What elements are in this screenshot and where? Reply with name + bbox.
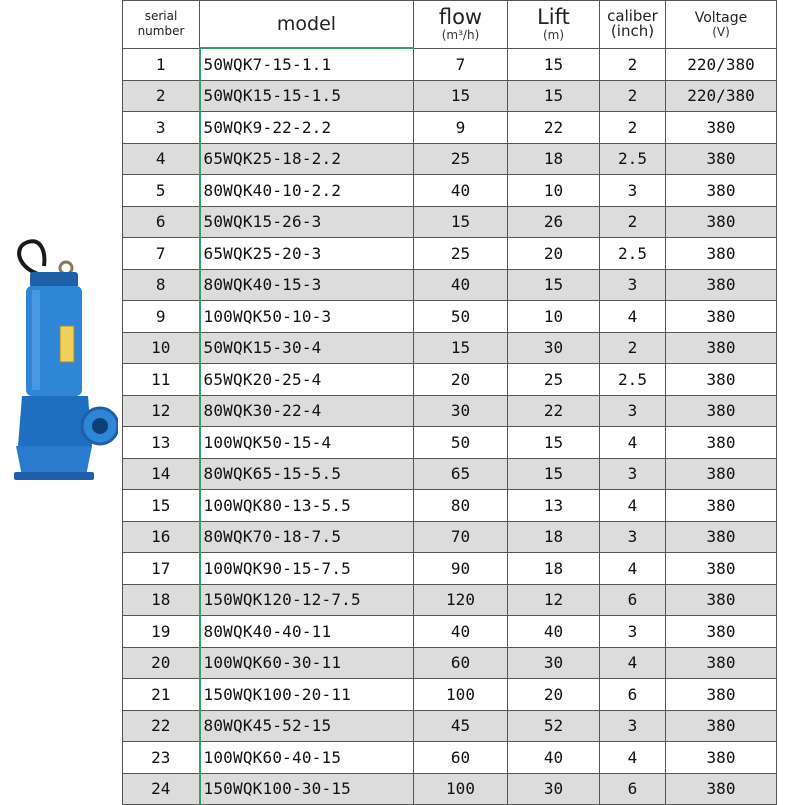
cell-lift: 18 (508, 143, 600, 175)
pump-nameplate (60, 326, 74, 362)
submersible-pump-image (8, 236, 118, 486)
cell-voltage: 380 (666, 679, 777, 711)
header-flow: flow (m³/h) (414, 1, 508, 49)
cell-voltage: 380 (666, 332, 777, 364)
cell-flow: 20 (414, 364, 508, 396)
cell-flow: 90 (414, 553, 508, 585)
cell-serial-number: 2 (123, 80, 200, 112)
table-row (123, 679, 777, 711)
cell-voltage: 380 (666, 647, 777, 679)
cell-caliber: 6 (600, 584, 666, 616)
cell-serial-number: 7 (123, 238, 200, 270)
cell-caliber: 6 (600, 679, 666, 711)
cell-model: 100WQK50-15-4 (200, 427, 414, 459)
pump-top-cap (30, 272, 78, 288)
cell-serial-number: 6 (123, 206, 200, 238)
cell-voltage: 380 (666, 490, 777, 522)
cell-serial-number: 9 (123, 301, 200, 333)
table-row (123, 427, 777, 459)
header-voltage: Voltage (V) (666, 1, 777, 49)
cell-flow: 50 (414, 427, 508, 459)
cell-serial-number: 14 (123, 458, 200, 490)
cell-caliber: 3 (600, 458, 666, 490)
cell-voltage: 380 (666, 553, 777, 585)
cell-caliber: 3 (600, 395, 666, 427)
cell-lift: 18 (508, 521, 600, 553)
cell-voltage: 380 (666, 395, 777, 427)
cell-caliber: 2 (600, 112, 666, 144)
pump-volute (18, 396, 92, 446)
header-serial-number: serial number (123, 1, 200, 49)
header-lift: Lift (m) (508, 1, 600, 49)
cell-lift: 30 (508, 647, 600, 679)
cell-serial-number: 19 (123, 616, 200, 648)
cell-caliber: 3 (600, 521, 666, 553)
cell-voltage: 380 (666, 742, 777, 774)
cell-voltage: 380 (666, 112, 777, 144)
cell-flow: 40 (414, 616, 508, 648)
cell-lift: 30 (508, 332, 600, 364)
cell-lift: 20 (508, 238, 600, 270)
table-row (123, 301, 777, 333)
table-row (123, 238, 777, 270)
cell-voltage: 380 (666, 143, 777, 175)
cell-lift: 40 (508, 616, 600, 648)
cell-lift: 15 (508, 48, 600, 80)
cell-model: 100WQK60-40-15 (200, 742, 414, 774)
header-caliber: caliber (inch) (600, 1, 666, 49)
pump-cable (19, 241, 44, 274)
pump-spec-table (122, 0, 777, 805)
cell-flow: 80 (414, 490, 508, 522)
table-row (123, 490, 777, 522)
cell-serial-number: 18 (123, 584, 200, 616)
cell-model: 80WQK45-52-15 (200, 710, 414, 742)
table-row (123, 742, 777, 774)
cell-serial-number: 10 (123, 332, 200, 364)
cell-flow: 65 (414, 458, 508, 490)
cell-caliber: 2 (600, 80, 666, 112)
table-row (123, 553, 777, 585)
cell-model: 50WQK15-30-4 (200, 332, 414, 364)
cell-flow: 9 (414, 112, 508, 144)
cell-serial-number: 11 (123, 364, 200, 396)
cell-lift: 15 (508, 80, 600, 112)
cell-caliber: 6 (600, 773, 666, 805)
cell-lift: 22 (508, 112, 600, 144)
cell-caliber: 4 (600, 647, 666, 679)
cell-model: 65WQK20-25-4 (200, 364, 414, 396)
cell-model: 100WQK80-13-5.5 (200, 490, 414, 522)
cell-lift: 40 (508, 742, 600, 774)
cell-serial-number: 8 (123, 269, 200, 301)
cell-lift: 15 (508, 427, 600, 459)
cell-model: 100WQK60-30-11 (200, 647, 414, 679)
cell-voltage: 380 (666, 584, 777, 616)
table-row (123, 647, 777, 679)
pump-base (16, 446, 92, 476)
cell-model: 100WQK50-10-3 (200, 301, 414, 333)
table-row (123, 332, 777, 364)
table-row (123, 616, 777, 648)
cell-model: 80WQK30-22-4 (200, 395, 414, 427)
table-row (123, 458, 777, 490)
cell-voltage: 380 (666, 364, 777, 396)
cell-serial-number: 12 (123, 395, 200, 427)
table-row (123, 364, 777, 396)
cell-model: 100WQK90-15-7.5 (200, 553, 414, 585)
header-model: model (200, 1, 414, 49)
cell-voltage: 380 (666, 521, 777, 553)
cell-flow: 7 (414, 48, 508, 80)
cell-model: 80WQK40-15-3 (200, 269, 414, 301)
cell-caliber: 2.5 (600, 143, 666, 175)
cell-caliber: 4 (600, 490, 666, 522)
cell-lift: 25 (508, 364, 600, 396)
table-row (123, 112, 777, 144)
cell-lift: 20 (508, 679, 600, 711)
cell-caliber: 4 (600, 427, 666, 459)
table-row (123, 710, 777, 742)
cell-flow: 15 (414, 332, 508, 364)
table-row (123, 395, 777, 427)
cell-caliber: 2 (600, 332, 666, 364)
cell-caliber: 4 (600, 553, 666, 585)
cell-model: 80WQK70-18-7.5 (200, 521, 414, 553)
cell-flow: 25 (414, 143, 508, 175)
cell-serial-number: 24 (123, 773, 200, 805)
cell-voltage: 380 (666, 269, 777, 301)
cell-voltage: 380 (666, 301, 777, 333)
cell-flow: 60 (414, 742, 508, 774)
cell-caliber: 3 (600, 269, 666, 301)
cell-voltage: 380 (666, 238, 777, 270)
table-header-row (123, 1, 777, 49)
table-row (123, 48, 777, 80)
cell-flow: 100 (414, 773, 508, 805)
cell-flow: 60 (414, 647, 508, 679)
table-row (123, 269, 777, 301)
cell-caliber: 2 (600, 48, 666, 80)
cell-model: 50WQK7-15-1.1 (200, 48, 414, 80)
table-row (123, 206, 777, 238)
cell-caliber: 3 (600, 616, 666, 648)
cell-serial-number: 17 (123, 553, 200, 585)
cell-model: 80WQK40-10-2.2 (200, 175, 414, 207)
cell-serial-number: 4 (123, 143, 200, 175)
cell-serial-number: 21 (123, 679, 200, 711)
table-row (123, 584, 777, 616)
cell-caliber: 3 (600, 175, 666, 207)
cell-lift: 26 (508, 206, 600, 238)
cell-caliber: 2.5 (600, 364, 666, 396)
cell-voltage: 380 (666, 616, 777, 648)
cell-flow: 40 (414, 175, 508, 207)
cell-serial-number: 1 (123, 48, 200, 80)
cell-flow: 50 (414, 301, 508, 333)
cell-caliber: 4 (600, 301, 666, 333)
cell-lift: 22 (508, 395, 600, 427)
cell-caliber: 3 (600, 710, 666, 742)
cell-voltage: 220/380 (666, 80, 777, 112)
cell-caliber: 2 (600, 206, 666, 238)
cell-flow: 40 (414, 269, 508, 301)
cell-voltage: 220/380 (666, 48, 777, 80)
cell-caliber: 2.5 (600, 238, 666, 270)
cell-lift: 10 (508, 175, 600, 207)
cell-lift: 15 (508, 458, 600, 490)
cell-flow: 15 (414, 80, 508, 112)
cell-lift: 52 (508, 710, 600, 742)
cell-model: 80WQK65-15-5.5 (200, 458, 414, 490)
cell-serial-number: 5 (123, 175, 200, 207)
table-row (123, 80, 777, 112)
cell-model: 50WQK15-26-3 (200, 206, 414, 238)
cell-model: 150WQK100-30-15 (200, 773, 414, 805)
cell-voltage: 380 (666, 175, 777, 207)
cell-flow: 100 (414, 679, 508, 711)
cell-flow: 25 (414, 238, 508, 270)
cell-serial-number: 3 (123, 112, 200, 144)
cell-serial-number: 22 (123, 710, 200, 742)
cell-voltage: 380 (666, 206, 777, 238)
cell-lift: 10 (508, 301, 600, 333)
cell-model: 50WQK15-15-1.5 (200, 80, 414, 112)
cell-flow: 120 (414, 584, 508, 616)
cell-serial-number: 23 (123, 742, 200, 774)
cell-lift: 12 (508, 584, 600, 616)
cell-serial-number: 20 (123, 647, 200, 679)
cell-model: 65WQK25-18-2.2 (200, 143, 414, 175)
cell-model: 150WQK120-12-7.5 (200, 584, 414, 616)
cell-lift: 13 (508, 490, 600, 522)
cell-serial-number: 16 (123, 521, 200, 553)
cell-lift: 15 (508, 269, 600, 301)
table-row (123, 521, 777, 553)
cell-model: 80WQK40-40-11 (200, 616, 414, 648)
cell-flow: 30 (414, 395, 508, 427)
cell-serial-number: 15 (123, 490, 200, 522)
cell-model: 65WQK25-20-3 (200, 238, 414, 270)
cell-model: 150WQK100-20-11 (200, 679, 414, 711)
cell-voltage: 380 (666, 427, 777, 459)
table-row (123, 175, 777, 207)
cell-flow: 45 (414, 710, 508, 742)
cell-serial-number: 13 (123, 427, 200, 459)
table-row (123, 143, 777, 175)
cell-model: 50WQK9-22-2.2 (200, 112, 414, 144)
cell-voltage: 380 (666, 773, 777, 805)
cell-voltage: 380 (666, 458, 777, 490)
cell-lift: 18 (508, 553, 600, 585)
cell-flow: 15 (414, 206, 508, 238)
cell-lift: 30 (508, 773, 600, 805)
cell-flow: 70 (414, 521, 508, 553)
cell-voltage: 380 (666, 710, 777, 742)
cell-caliber: 4 (600, 742, 666, 774)
